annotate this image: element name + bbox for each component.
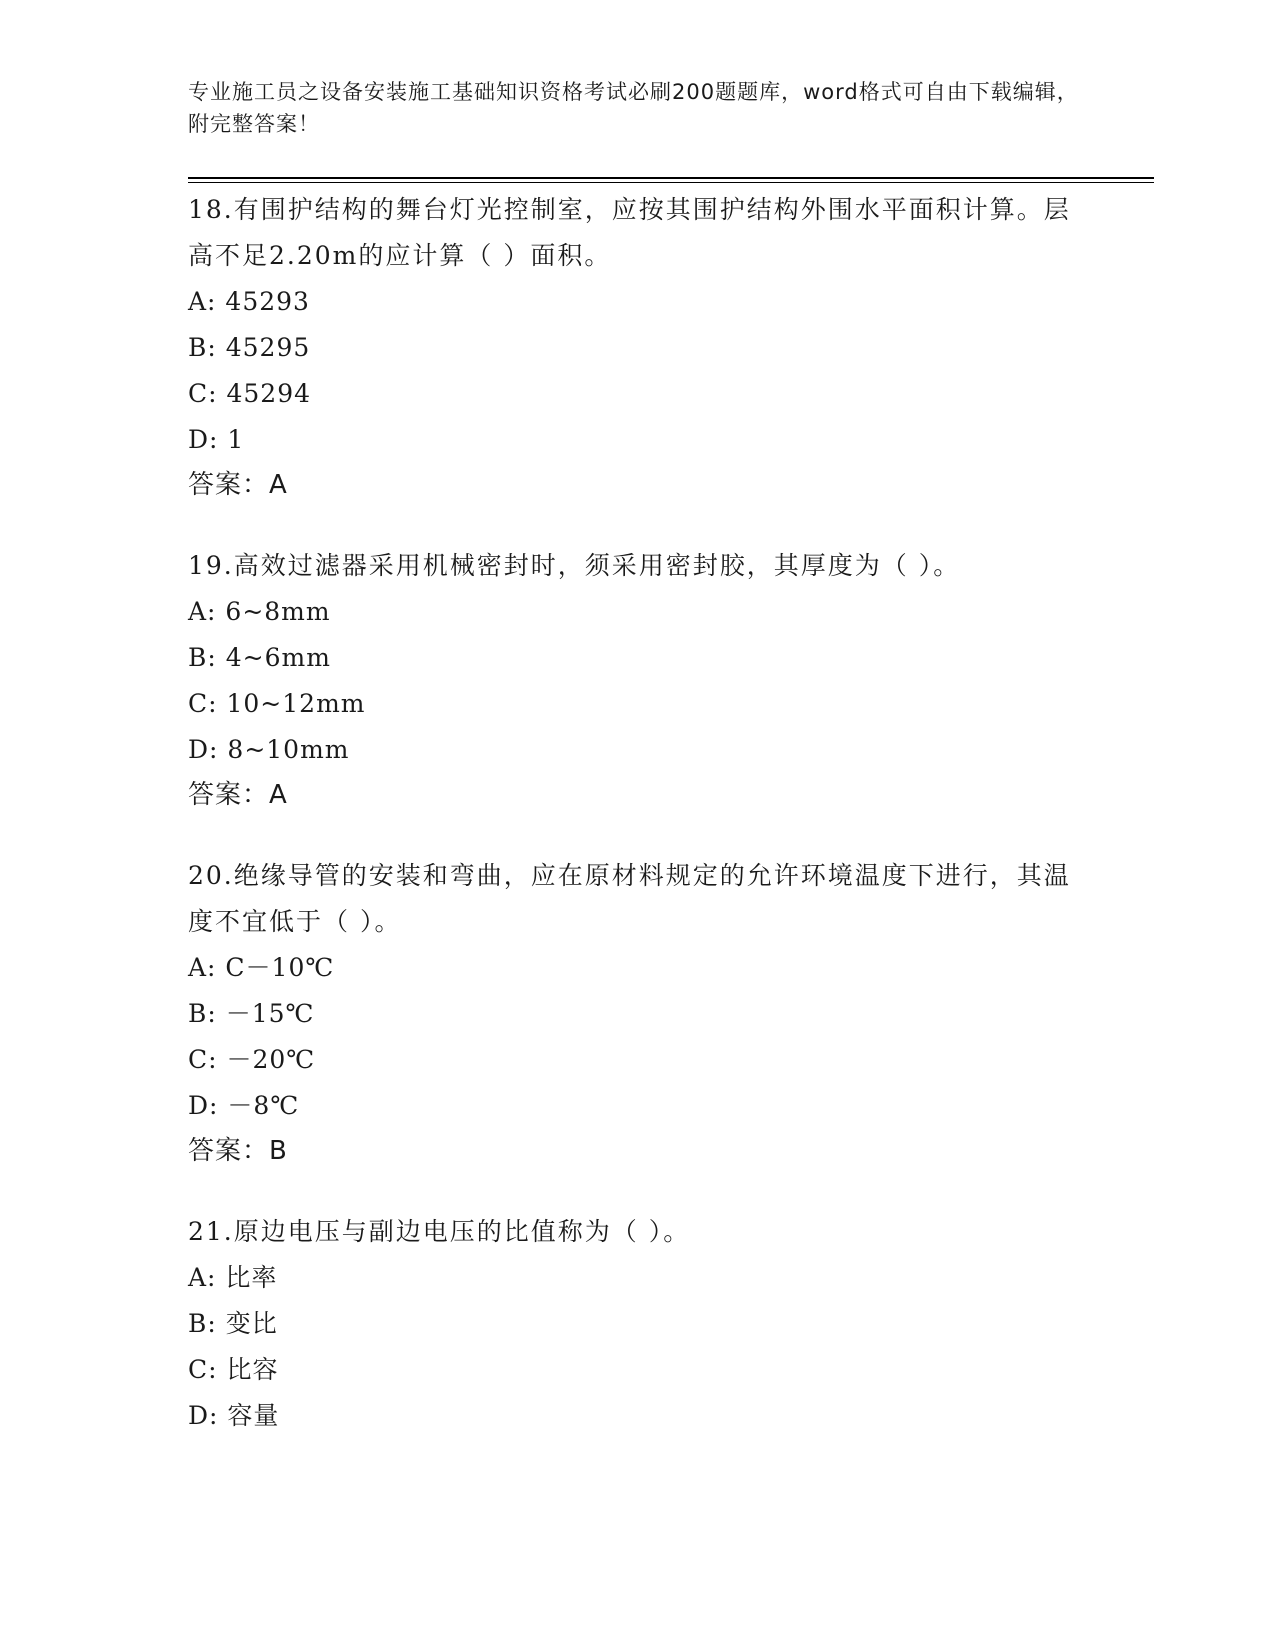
option-b: B: 45295 bbox=[188, 333, 311, 362]
question-stem: 20.绝缘导管的安装和弯曲，应在原材料规定的允许环境温度下进行，其温度不宜低于（ ）。 bbox=[188, 861, 1071, 936]
answer: 答案：A bbox=[188, 470, 288, 500]
option-b: B: 4~6mm bbox=[188, 643, 331, 672]
option-d: D: 1 bbox=[188, 425, 245, 454]
option-a: A: C－10℃ bbox=[188, 953, 335, 982]
option-a: A: 比率 bbox=[188, 1263, 278, 1292]
question-stem: 19.高效过滤器采用机械密封时，须采用密封胶，其厚度为（ ）。 bbox=[188, 551, 961, 580]
option-b: B: －15℃ bbox=[188, 999, 315, 1028]
answer: 答案：A bbox=[188, 780, 288, 810]
option-d: D: 8~10mm bbox=[188, 735, 350, 764]
question-stem: 21.原边电压与副边电压的比值称为（ ）。 bbox=[188, 1217, 691, 1246]
question-20 bbox=[188, 853, 1088, 1173]
option-c: C: 10~12mm bbox=[188, 689, 366, 718]
option-d: D: 容量 bbox=[188, 1401, 280, 1430]
answer: 答案：B bbox=[188, 1136, 288, 1166]
document-header: 专业施工员之设备安装施工基础知识资格考试必刷200题题库，word格式可自由下载编辑，附完整答案！ bbox=[188, 80, 1079, 136]
question-21 bbox=[188, 1209, 1088, 1439]
option-b: B: 变比 bbox=[188, 1309, 278, 1338]
header-divider-thin bbox=[188, 182, 1154, 183]
question-19 bbox=[188, 543, 1088, 817]
header-divider-thick bbox=[188, 177, 1154, 179]
option-c: C: 45294 bbox=[188, 379, 312, 408]
option-d: D: －8℃ bbox=[188, 1091, 300, 1120]
question-18 bbox=[188, 187, 1088, 507]
option-a: A: 45293 bbox=[188, 287, 310, 316]
option-c: C: －20℃ bbox=[188, 1045, 316, 1074]
option-c: C: 比容 bbox=[188, 1355, 279, 1384]
option-a: A: 6~8mm bbox=[188, 597, 331, 626]
question-stem: 18.有围护结构的舞台灯光控制室，应按其围护结构外围水平面积计算。层高不足2.20m的应计算（ ）面积。 bbox=[188, 195, 1071, 270]
